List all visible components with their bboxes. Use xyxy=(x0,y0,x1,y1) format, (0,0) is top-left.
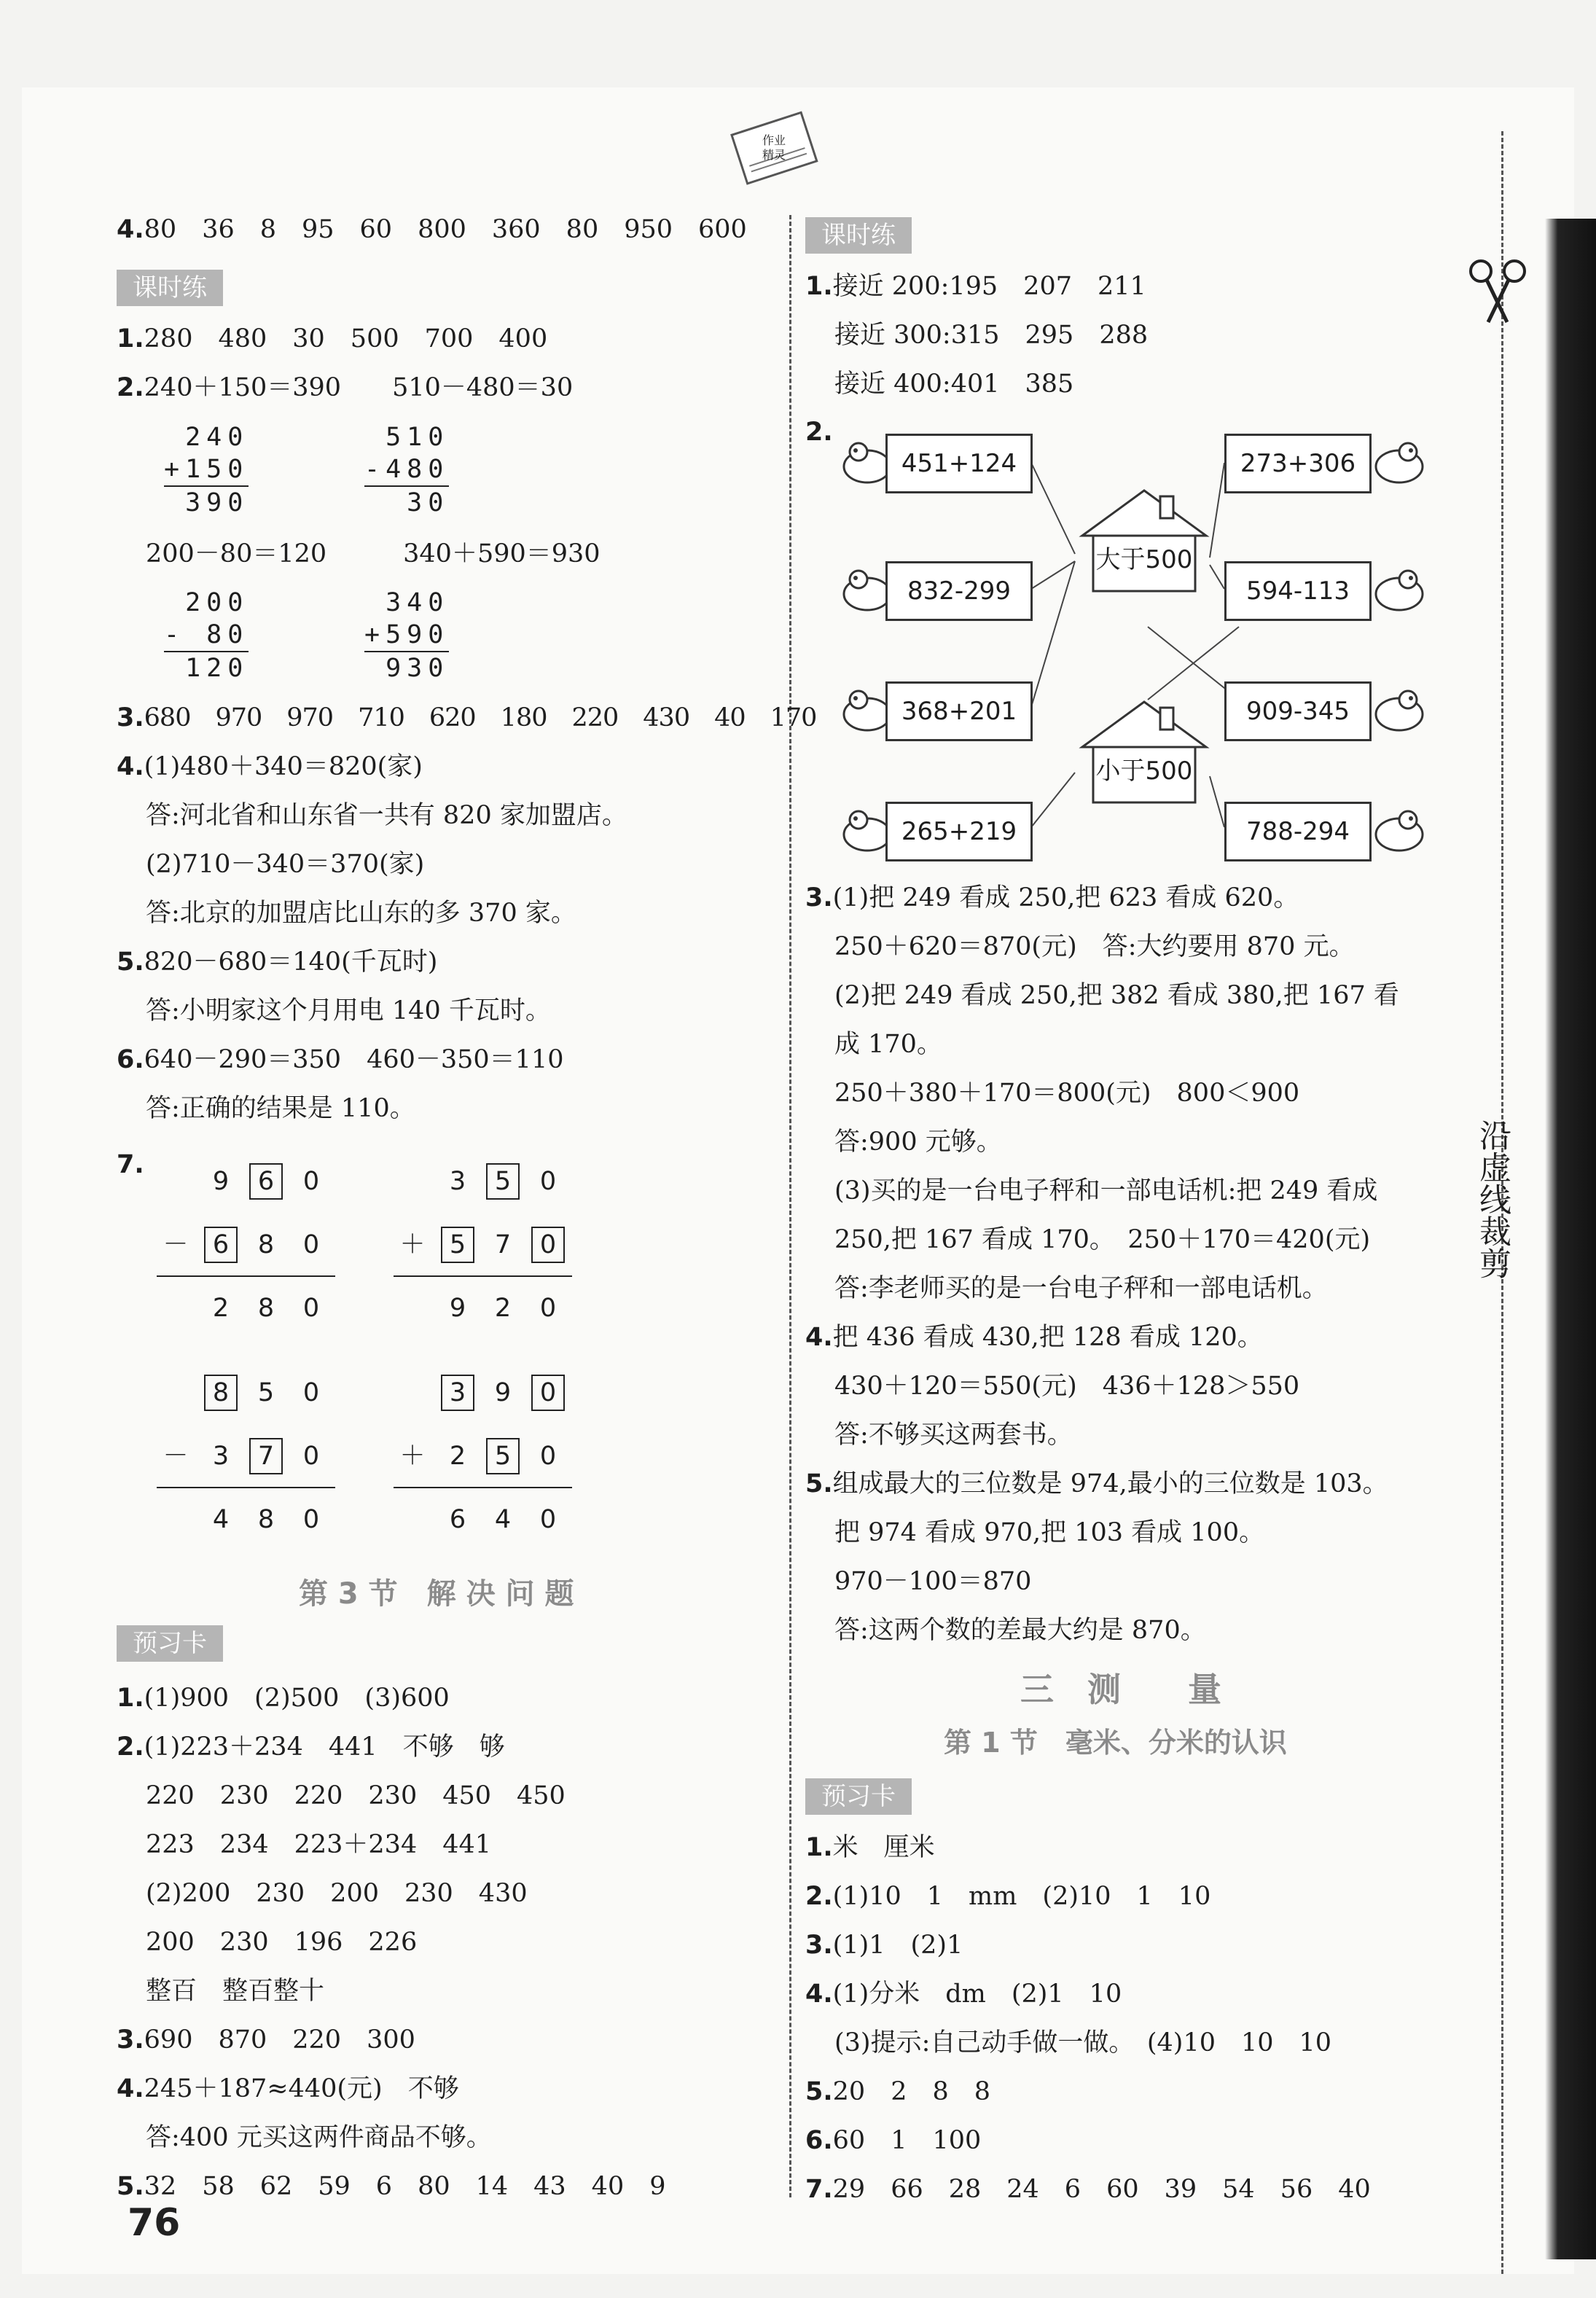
calc-result: 390 xyxy=(164,488,249,517)
answer-line xyxy=(117,2025,415,2055)
answer-text: 680 970 970 710 620 180 220 430 40 170 xyxy=(144,703,817,732)
answer-line xyxy=(805,272,1146,301)
digit: 3 xyxy=(449,1167,466,1196)
answer-line xyxy=(117,752,423,781)
item-number: 7. xyxy=(117,1150,144,1179)
answer-line xyxy=(805,883,1299,912)
digit: 4 xyxy=(212,1505,230,1534)
digit: 7 xyxy=(494,1230,512,1259)
item-number: 4. xyxy=(117,752,144,781)
cut-instruction: 沿虚线裁剪 xyxy=(1474,1119,1511,1279)
answer-text: 20 2 8 8 xyxy=(832,2077,990,2106)
vertical-calc xyxy=(364,421,449,519)
answer-line: 200－80＝120 340＋590＝930 xyxy=(146,539,601,568)
answer-line xyxy=(117,703,816,732)
digit-puzzle xyxy=(390,1361,571,1552)
answer-line: (2)把 249 看成 250,把 382 看成 380,把 167 看 xyxy=(834,981,1399,1010)
answer-line xyxy=(805,1833,935,1862)
digit: 0 xyxy=(302,1167,320,1196)
item-number: 4. xyxy=(117,2074,144,2103)
house-label: 大于500 xyxy=(1095,545,1193,574)
house-icon xyxy=(1079,696,1210,805)
item-number: 2. xyxy=(805,418,833,447)
expression-card: 368+201 xyxy=(885,681,1033,741)
expression-card: 451+124 xyxy=(885,434,1033,493)
item-number: 4. xyxy=(805,1323,833,1352)
item-number: 5. xyxy=(117,2172,144,2201)
digit: 2 xyxy=(449,1442,466,1471)
answer-line: 把 974 看成 970,把 103 看成 100。 xyxy=(834,1518,1265,1547)
filled-digit-box: 0 xyxy=(531,1227,565,1263)
answer-line xyxy=(117,1684,450,1713)
item-number: 1. xyxy=(117,324,144,353)
digit: 2 xyxy=(494,1294,512,1323)
answer-line: 整百 整百整十 xyxy=(146,1977,325,2006)
item-number: 5. xyxy=(805,2077,833,2106)
house-icon xyxy=(1079,485,1210,594)
operator: － xyxy=(163,1230,189,1259)
calc-row: 200 xyxy=(164,588,249,617)
answer-text: 接近 200:195 207 211 xyxy=(832,272,1146,301)
house-label: 小于500 xyxy=(1095,757,1193,786)
filled-digit-box: 5 xyxy=(441,1227,474,1263)
watermark-stamp xyxy=(720,109,829,189)
digit: 0 xyxy=(539,1442,557,1471)
answer-line: 答:不够买这两套书。 xyxy=(834,1420,1073,1450)
answer-line: (3)买的是一台电子秤和一部电话机:把 249 看成 xyxy=(834,1176,1378,1205)
answer-text: 把 436 看成 430,把 128 看成 120。 xyxy=(832,1323,1263,1352)
operator: － xyxy=(163,1442,189,1471)
answer-text: (1)10 1 mm (2)10 1 10 xyxy=(832,1882,1211,1911)
section-tag: 课时练 xyxy=(117,270,223,306)
answer-text: 640－290＝350 460－350＝110 xyxy=(144,1045,564,1074)
answer-text: 690 870 220 300 xyxy=(144,2025,415,2055)
item-number: 1. xyxy=(805,272,833,301)
answer-line: 200 230 196 226 xyxy=(146,1928,418,1957)
answer-line: 接近 400:401 385 xyxy=(834,370,1074,399)
answer-line xyxy=(117,1045,563,1074)
puppy-icon xyxy=(1370,805,1428,856)
digit: 0 xyxy=(302,1230,320,1259)
answer-line xyxy=(805,1469,1388,1498)
answer-line xyxy=(117,1732,505,1762)
stamp-text-1: 作业 xyxy=(762,133,786,147)
calc-result: 120 xyxy=(164,654,249,683)
vertical-calc xyxy=(364,587,449,684)
digit: 0 xyxy=(539,1167,557,1196)
item-number: 2. xyxy=(117,373,144,402)
digit: 5 xyxy=(257,1378,275,1407)
answer-line xyxy=(117,373,573,402)
answer-line xyxy=(805,1882,1210,1911)
digit-puzzle xyxy=(153,1361,334,1552)
answer-text: 60 1 100 xyxy=(832,2126,982,2155)
filled-digit-box: 0 xyxy=(531,1375,565,1411)
digit: 9 xyxy=(494,1378,512,1407)
item-number: 5. xyxy=(805,1469,833,1498)
answer-line: 答:这两个数的差最大约是 870。 xyxy=(834,1616,1206,1645)
answer-line: 250,把 167 看成 170。 250＋170＝420(元) xyxy=(834,1225,1371,1254)
item-number: 3. xyxy=(117,703,144,732)
digit: 6 xyxy=(449,1505,466,1534)
digit-puzzle xyxy=(390,1150,571,1340)
item-number: 1. xyxy=(117,1684,144,1713)
answer-text: 245＋187≈440(元) 不够 xyxy=(144,2074,459,2103)
filled-digit-box: 5 xyxy=(486,1163,520,1200)
item-number: 7. xyxy=(805,2175,833,2204)
answer-text: (1)223＋234 441 不够 够 xyxy=(144,1732,505,1762)
answer-line: 220 230 220 230 450 450 xyxy=(146,1781,566,1810)
calc-row: 240 xyxy=(164,423,249,452)
answer-text: (1)480＋340＝820(家) xyxy=(144,752,423,781)
answer-line: 250＋620＝870(元) 答:大约要用 870 元。 xyxy=(834,932,1355,961)
answer-line xyxy=(117,2172,665,2201)
page-number: 76 xyxy=(128,2201,181,2245)
calc-row: - 80 xyxy=(164,619,249,652)
digit: 0 xyxy=(302,1294,320,1323)
filled-digit-box: 3 xyxy=(441,1375,474,1411)
item-number: 6. xyxy=(117,1045,144,1074)
unit-heading: 三 测 量 xyxy=(1020,1670,1221,1709)
item-number: 3. xyxy=(805,883,833,912)
item-number: 4. xyxy=(117,215,144,244)
answer-line: (2)710－340＝370(家) xyxy=(146,850,425,879)
item-number: 3. xyxy=(805,1931,833,1960)
filled-digit-box: 6 xyxy=(249,1163,283,1200)
vertical-calc xyxy=(164,587,249,684)
answer-line xyxy=(117,215,747,244)
answer-text: 32 58 62 59 6 80 14 43 40 9 xyxy=(144,2172,666,2201)
answer-line: 250＋380＋170＝800(元) 800＜900 xyxy=(834,1079,1300,1108)
section-heading: 第 1 节 毫米、分米的认识 xyxy=(944,1727,1287,1759)
puppy-icon xyxy=(1370,565,1428,616)
answer-line: (3)提示:自己动手做一做。 (4)10 10 10 xyxy=(834,2028,1332,2057)
digit: 0 xyxy=(539,1505,557,1534)
answer-line xyxy=(805,1931,963,1960)
answer-line: 接近 300:315 295 288 xyxy=(834,321,1149,350)
digit: 0 xyxy=(539,1294,557,1323)
answer-line: 答:李老师买的是一台电子秤和一部电话机。 xyxy=(834,1274,1328,1303)
section-tag: 预习卡 xyxy=(805,1778,912,1815)
expression-card: 832-299 xyxy=(885,561,1033,621)
answer-line: 答:小明家这个月用电 140 千瓦时。 xyxy=(146,996,551,1025)
digit-puzzle xyxy=(153,1150,334,1340)
answer-line xyxy=(805,2126,981,2155)
section-tag: 课时练 xyxy=(805,217,912,254)
column-divider xyxy=(789,215,791,2197)
puppy-icon xyxy=(1370,437,1428,488)
section-heading: 第 3 节 解 决 问 题 xyxy=(299,1577,574,1611)
item-number: 6. xyxy=(805,2126,833,2155)
digit: 9 xyxy=(212,1167,230,1196)
answer-line: 答:河北省和山东省一共有 820 家加盟店。 xyxy=(146,801,627,830)
answer-line xyxy=(117,2074,459,2103)
expression-card: 594-113 xyxy=(1224,561,1372,621)
expression-card: 909-345 xyxy=(1224,681,1372,741)
digit: 0 xyxy=(302,1442,320,1471)
answer-text: 820－680＝140(千瓦时) xyxy=(144,947,438,977)
answer-text: 240＋150＝390 510－480＝30 xyxy=(144,373,574,402)
answer-line: 223 234 223＋234 441 xyxy=(146,1830,492,1859)
filled-digit-box: 6 xyxy=(204,1227,238,1263)
answer-text: 组成最大的三位数是 974,最小的三位数是 103。 xyxy=(832,1469,1388,1498)
puppy-icon xyxy=(1370,685,1428,736)
vertical-calc xyxy=(164,421,249,519)
answer-line xyxy=(805,2175,1371,2204)
answer-line xyxy=(805,1980,1122,2009)
digit: 8 xyxy=(257,1294,275,1323)
item-number: 1. xyxy=(805,1833,833,1862)
digit: 2 xyxy=(212,1294,230,1323)
digit: 9 xyxy=(449,1294,466,1323)
answer-line xyxy=(117,947,437,977)
filled-digit-box: 7 xyxy=(249,1438,283,1474)
answer-line: 答:北京的加盟店比山东的多 370 家。 xyxy=(146,899,576,928)
calc-row: +590 xyxy=(364,619,449,652)
calc-row: 510 xyxy=(364,423,450,452)
scissors-icon xyxy=(1465,255,1530,328)
item-number: 2. xyxy=(805,1882,833,1911)
operator: ＋ xyxy=(399,1230,426,1259)
page-edge-shadow xyxy=(1545,219,1596,2259)
expression-card: 265+219 xyxy=(885,802,1033,861)
digit: 8 xyxy=(257,1230,275,1259)
answer-text: 29 66 28 24 6 60 39 54 56 40 xyxy=(832,2175,1371,2204)
item-number: 4. xyxy=(805,1980,833,2009)
item-number: 5. xyxy=(117,947,144,977)
answer-line: 答:400 元买这两件商品不够。 xyxy=(146,2123,492,2152)
answer-text: (1)分米 dm (2)1 10 xyxy=(832,1980,1122,2009)
answer-line xyxy=(117,324,547,353)
answer-line: (2)200 230 200 230 430 xyxy=(146,1879,528,1908)
calc-row: 340 xyxy=(364,588,450,617)
answer-line: 430＋120＝550(元) 436＋128＞550 xyxy=(834,1372,1300,1401)
filled-digit-box: 8 xyxy=(204,1375,238,1411)
calc-result: 30 xyxy=(364,488,450,517)
answer-line: 970－100＝870 xyxy=(834,1567,1032,1596)
answer-line xyxy=(117,1150,144,1179)
digit: 0 xyxy=(302,1505,320,1534)
calc-row: +150 xyxy=(164,453,249,487)
expression-card: 273+306 xyxy=(1224,434,1372,493)
expression-card: 788-294 xyxy=(1224,802,1372,861)
item-number: 2. xyxy=(117,1732,144,1762)
answer-text: (1)900 (2)500 (3)600 xyxy=(144,1684,450,1713)
answer-text: 80 36 8 95 60 800 360 80 950 600 xyxy=(144,215,747,244)
answer-line: 成 170。 xyxy=(834,1030,942,1059)
calc-result: 930 xyxy=(364,654,450,683)
operator: ＋ xyxy=(399,1442,426,1471)
digit: 0 xyxy=(302,1378,320,1407)
filled-digit-box: 5 xyxy=(486,1438,520,1474)
answer-text: 米 厘米 xyxy=(832,1833,935,1862)
answer-line xyxy=(805,2077,990,2106)
answer-text: (1)把 249 看成 250,把 623 看成 620。 xyxy=(832,883,1299,912)
digit: 8 xyxy=(257,1505,275,1534)
section-tag: 预习卡 xyxy=(117,1625,223,1662)
digit: 3 xyxy=(212,1442,230,1471)
answer-text: 280 480 30 500 700 400 xyxy=(144,324,548,353)
item-number: 3. xyxy=(117,2025,144,2055)
answer-line: 答:900 元够。 xyxy=(834,1127,1002,1157)
answer-text: (1)1 (2)1 xyxy=(832,1931,963,1960)
answer-line xyxy=(805,1323,1263,1352)
answer-line: 答:正确的结果是 110。 xyxy=(146,1094,415,1123)
stamp-text-2: 精灵 xyxy=(762,148,786,162)
digit: 4 xyxy=(494,1505,512,1534)
calc-row: -480 xyxy=(364,453,449,487)
